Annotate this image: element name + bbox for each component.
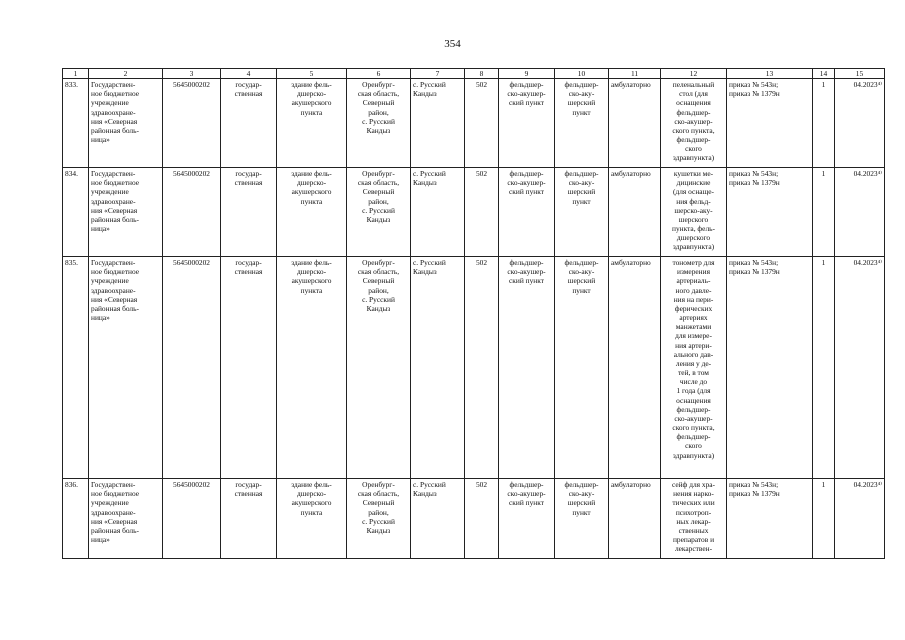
date-cell: 04.2023⁴⁾ [835, 168, 885, 257]
date-cell: 04.2023⁴⁾ [835, 479, 885, 559]
ownership-cell: государ- ственная [221, 79, 277, 168]
code-cell: 5645000202 [163, 257, 221, 479]
row-number: 834. [63, 168, 89, 257]
order-cell: приказ № 543н; приказ № 1379н [727, 479, 813, 559]
page-number: 354 [444, 38, 461, 50]
column-number: 1 [63, 69, 89, 79]
column-9-cell: фельдшер- ско-акушер- ский пункт [499, 79, 555, 168]
row-number: 833. [63, 79, 89, 168]
column-number: 7 [411, 69, 465, 79]
column-9-cell: фельдшер- ско-акушер- ский пункт [499, 257, 555, 479]
column-number: 8 [465, 69, 499, 79]
column-number: 13 [727, 69, 813, 79]
column-11-cell: амбулаторно [609, 257, 661, 479]
institution-cell: Государствен- ное бюджетное учреждение здравоохране- ния «Северная районная боль- ница» [89, 479, 163, 559]
equipment-cell: тонометр для измерения артериаль- ного давле- ния на пери- ферических артериях манжетами для измере- ния артери- ального дав- ления у де- тей, в том числе до 1 года (для оснащения фельдшер- ско-акушер- ского пункта, фельдшер- ского здравпункта) [661, 257, 727, 479]
column-number: 12 [661, 69, 727, 79]
institution-cell: Государствен- ное бюджетное учреждение здравоохране- ния «Северная районная боль- ница» [89, 79, 163, 168]
ownership-cell: государ- ственная [221, 479, 277, 559]
quantity-cell: 1 [813, 79, 835, 168]
column-number: 3 [163, 69, 221, 79]
building-cell: здание фель- дшерско- акушерского пункта [277, 79, 347, 168]
settlement-cell: с. Русский Кандыз [411, 79, 465, 168]
column-number: 15 [835, 69, 885, 79]
table-row [63, 479, 885, 559]
order-cell: приказ № 543н; приказ № 1379н [727, 168, 813, 257]
column-number: 10 [555, 69, 609, 79]
equipment-cell: кушетки ме- дицинские (для оснаще- ния фельд- шерско-аку- шерского пункта, фель- дшерского здравпункта) [661, 168, 727, 257]
column-11-cell: амбулаторно [609, 79, 661, 168]
row-number: 835. [63, 257, 89, 479]
column-number: 5 [277, 69, 347, 79]
quantity-cell: 1 [813, 168, 835, 257]
column-number: 6 [347, 69, 411, 79]
column-8-cell: 502 [465, 168, 499, 257]
code-cell: 5645000202 [163, 479, 221, 559]
building-cell: здание фель- дшерско- акушерского пункта [277, 257, 347, 479]
row-number: 836. [63, 479, 89, 559]
column-number: 2 [89, 69, 163, 79]
institution-cell: Государствен- ное бюджетное учреждение здравоохране- ния «Северная районная боль- ница» [89, 168, 163, 257]
building-cell: здание фель- дшерско- акушерского пункта [277, 168, 347, 257]
column-10-cell: фельдшер- ско-аку- шерский пункт [555, 168, 609, 257]
equipment-table [62, 68, 885, 559]
column-number: 11 [609, 69, 661, 79]
table-row [63, 79, 885, 168]
column-10-cell: фельдшер- ско-аку- шерский пункт [555, 479, 609, 559]
date-cell: 04.2023⁴⁾ [835, 257, 885, 479]
settlement-cell: с. Русский Кандыз [411, 479, 465, 559]
table-row [63, 168, 885, 257]
column-11-cell: амбулаторно [609, 168, 661, 257]
column-11-cell: амбулаторно [609, 479, 661, 559]
quantity-cell: 1 [813, 257, 835, 479]
column-8-cell: 502 [465, 257, 499, 479]
column-9-cell: фельдшер- ско-акушер- ский пункт [499, 479, 555, 559]
column-10-cell: фельдшер- ско-аку- шерский пункт [555, 79, 609, 168]
column-number: 9 [499, 69, 555, 79]
ownership-cell: государ- ственная [221, 257, 277, 479]
address-cell: Оренбург- ская область, Северный район, с. Русский Кандыз [347, 479, 411, 559]
address-cell: Оренбург- ская область, Северный район, с. Русский Кандыз [347, 79, 411, 168]
settlement-cell: с. Русский Кандыз [411, 257, 465, 479]
order-cell: приказ № 543н; приказ № 1379н [727, 79, 813, 168]
quantity-cell: 1 [813, 479, 835, 559]
table-body [63, 69, 885, 559]
column-9-cell: фельдшер- ско-акушер- ский пункт [499, 168, 555, 257]
column-10-cell: фельдшер- ско-аку- шерский пункт [555, 257, 609, 479]
ownership-cell: государ- ственная [221, 168, 277, 257]
address-cell: Оренбург- ская область, Северный район, с. Русский Кандыз [347, 257, 411, 479]
institution-cell: Государствен- ное бюджетное учреждение здравоохране- ния «Северная районная боль- ница» [89, 257, 163, 479]
column-8-cell: 502 [465, 479, 499, 559]
column-number: 4 [221, 69, 277, 79]
date-cell: 04.2023⁴⁾ [835, 79, 885, 168]
code-cell: 5645000202 [163, 79, 221, 168]
column-number: 14 [813, 69, 835, 79]
settlement-cell: с. Русский Кандыз [411, 168, 465, 257]
column-8-cell: 502 [465, 79, 499, 168]
equipment-cell: сейф для хра- нения нарко- тических или психотроп- ных лекар- ственных препаратов и лекарствен- [661, 479, 727, 559]
order-cell: приказ № 543н; приказ № 1379н [727, 257, 813, 479]
equipment-cell: пеленальный стол (для оснащения фельдшер- ско-акушер- ского пункта, фельдшер- ского здравпункта) [661, 79, 727, 168]
address-cell: Оренбург- ская область, Северный район, с. Русский Кандыз [347, 168, 411, 257]
column-number-row [63, 69, 885, 79]
building-cell: здание фель- дшерско- акушерского пункта [277, 479, 347, 559]
code-cell: 5645000202 [163, 168, 221, 257]
table-row [63, 257, 885, 479]
